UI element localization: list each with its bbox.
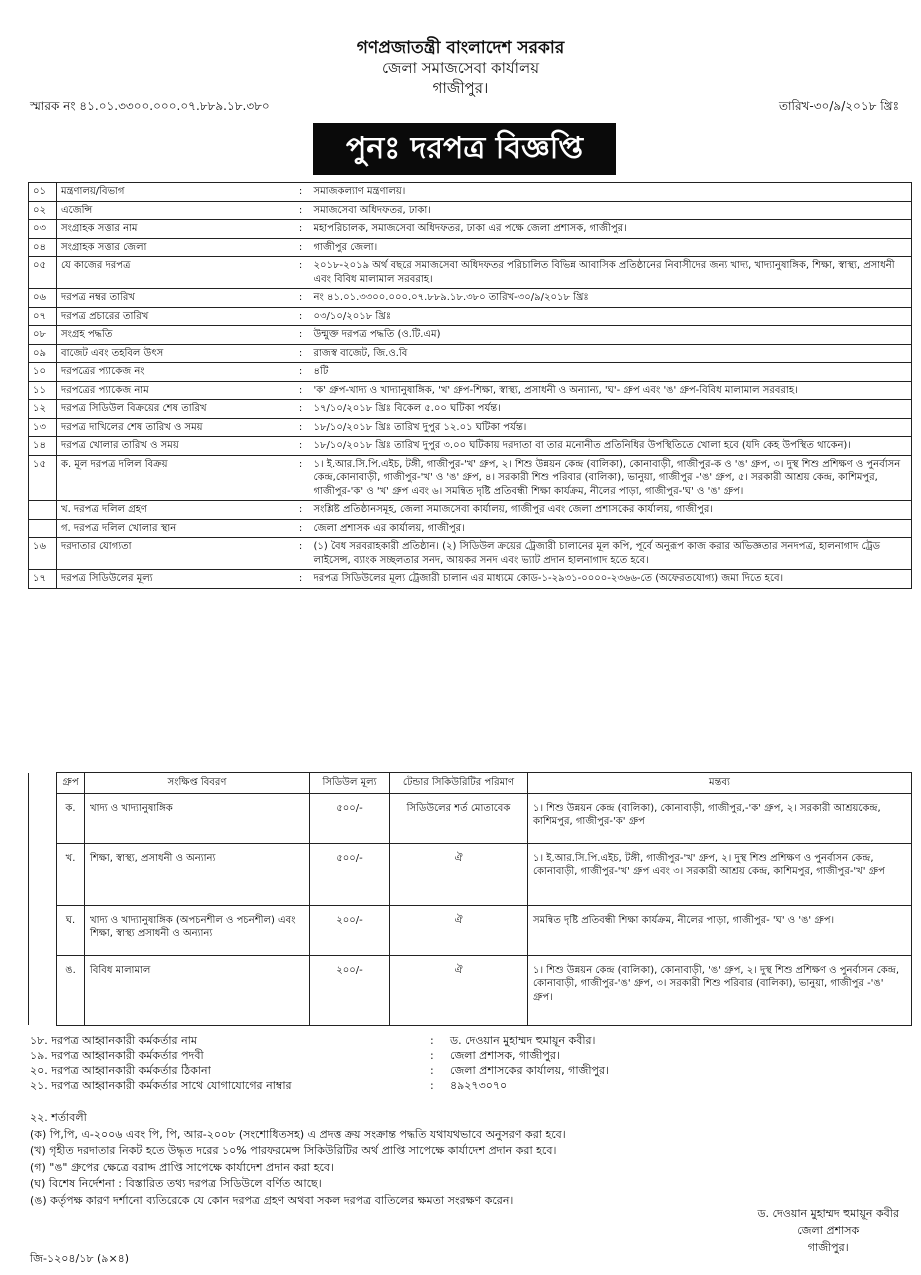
officer-info-label: ২১. দরপত্র আহ্বানকারী কর্মকর্তার সাথে যোগাযোগের নাম্বার [30, 1079, 292, 1092]
row-value: সমাজসেবা অধিদফতর, ঢাকা। [310, 201, 912, 220]
group-security: ঐ [390, 955, 528, 1025]
ad-code: জি-১২০৪/১৮ (৯×৪) [30, 1252, 130, 1265]
detail-row [29, 201, 912, 220]
detail-row [29, 418, 912, 437]
detail-row [29, 257, 912, 289]
group-row [29, 955, 912, 1025]
detail-row [29, 455, 912, 501]
row-label: সংগ্রহ পদ্ধতি [57, 326, 292, 345]
group-group: ঙ. [57, 955, 85, 1025]
row-number: ১১ [29, 381, 57, 400]
row-label: বাজেট এবং তহবিল উৎস [57, 344, 292, 363]
detail-row [29, 501, 912, 520]
officer-info-row [30, 1048, 609, 1063]
officer-info-row [30, 1063, 609, 1078]
row-separator: : [292, 183, 310, 202]
group-spacer [29, 843, 57, 905]
row-separator: : [292, 381, 310, 400]
group-spacer [29, 905, 57, 955]
row-separator: : [292, 344, 310, 363]
row-value: ১৭/১০/২০১৮ খ্রিঃ বিকেল ৫.০০ ঘটিকা পর্যন্ত। [310, 400, 912, 419]
row-label: দরপত্র দাখিলের শেষ তারিখ ও সময় [57, 418, 292, 437]
header-office: জেলা সমাজসেবা কার্যালয় [381, 59, 540, 77]
officer-info-label: ২০. দরপত্র আহ্বানকারী কর্মকর্তার ঠিকানা [30, 1064, 211, 1077]
group-group: ঘ. [57, 905, 85, 955]
row-value: ১। ই.আর.সি.পি.এইচ, টঙ্গী, গাজীপুর-'খ' গ্রুপ, ২। শিশু উন্নয়ন কেন্দ্র (বালিকা), কোনাবাড়ী, গাজীপুর-ক ও 'ঙ' গ্রুপ, ৩। দুস্থ শিশু প্রশিক্ষণ ও পুনর্বাসন কেন্দ্র,কোনাবাড়ী, গাজীপুর-'খ' ও 'ঙ' গ্রুপ, ৪। সরকারী শিশু পরিবার (বালিকা), ভানুয়া, গাজীপুর -'ঙ' গ্রুপ, ৫। সরকারী আশ্রয় কেন্দ্র, কাশিমপুর, গাজীপুর-'ক' ও 'খ' গ্রুপ এবং ৬। সমন্বিত দৃষ্টি প্রতিবন্ধী শিক্ষা কার্যক্রম, নীলের পাড়া, গাজীপুর-'ঘ' ও 'ঙ' গ্রুপ। [310, 455, 912, 501]
row-label: যে কাজের দরপত্র [57, 257, 292, 289]
row-number: ১২ [29, 400, 57, 419]
row-number [29, 501, 57, 520]
group-row [29, 843, 912, 905]
row-value: ৪টি [310, 363, 912, 382]
row-value: সংশ্লিষ্ট প্রতিষ্ঠানসমূহ, জেলা সমাজসেবা কার্যালয়, গাজীপুর এবং জেলা প্রশাসকের কার্যালয়, গাজীপুর। [310, 501, 912, 520]
group-remark: ১। শিশু উন্নয়ন কেন্দ্র (বালিকা), কোনাবাড়ী, 'ঙ' গ্রুপ, ২। দুস্থ শিশু প্রশিক্ষণ ও পুনর্বাসন কেন্দ্র, কোনাবাড়ী, গাজীপুর-'ঙ' গ্রুপ, ৩। সরকারী শিশু পরিবার (বালিকা), ভানুয়া, গাজীপুর -'ঙ' গ্রুপ। [528, 955, 912, 1025]
officer-info-value: জেলা প্রশাসকের কার্যালয়, গাজীপুর। [450, 1064, 609, 1077]
group-desc: খাদ্য ও খাদ্যানুষাঙ্গিক [85, 793, 310, 843]
row-number: ১০ [29, 363, 57, 382]
memo-number: স্মারক নং ৪১.০১.৩৩০০.০০০.০৭.৮৮৯.১৮.৩৮০ [30, 99, 270, 113]
col-schedule-price: সিডিউল মূল্য [310, 773, 390, 794]
row-number: ১৫ [29, 455, 57, 501]
row-separator: : [292, 326, 310, 345]
signature-title: জেলা প্রশাসক [797, 1224, 860, 1237]
detail-row [29, 437, 912, 456]
row-label: দরপত্র নম্বর তারিখ [57, 289, 292, 308]
row-separator: : [292, 437, 310, 456]
row-number: ০৭ [29, 307, 57, 326]
condition-item: (খ) গৃহীত দরদাতার নিকট হতে উদ্ধৃত দরের ১০% পারফরমেন্স সিকিউরিটির অর্থ প্রাপ্তি সাপেক্ষে কার্যাদেশ প্রদান করা হবে। [30, 1144, 557, 1157]
condition-item: (গ) "ঙ" গ্রুপের ক্ষেত্রে বরাদ্দ প্রাপ্তি সাপেক্ষে কার্যাদেশ প্রদান করা হবে। [30, 1160, 334, 1174]
officer-info-row [30, 1078, 609, 1093]
row-number: ০৯ [29, 344, 57, 363]
signature-place: গাজীপুর। [807, 1241, 849, 1254]
signature-name: ড. দেওয়ান মুহাম্মদ হুমায়ূন কবীর [757, 1207, 899, 1220]
row-separator: : [292, 307, 310, 326]
group-schedule-table [28, 772, 912, 1026]
tender-details-table [28, 182, 912, 589]
group-group: খ. [57, 843, 85, 905]
row-label: দরপত্রের প্যাকেজ নং [57, 363, 292, 382]
officer-info-value: ৪৯২৭৩০৭০ [450, 1079, 508, 1092]
detail-row [29, 220, 912, 239]
group-spacer [29, 955, 57, 1025]
row-label: সংগ্রাহক সত্তার জেলা [57, 238, 292, 257]
row-number: ০৫ [29, 257, 57, 289]
group-row [29, 905, 912, 955]
row-separator: : [292, 238, 310, 257]
row-value: (১) বৈধ সরবরাহকারী প্রতিষ্ঠান। (২) সিডিউল ক্রয়ের ট্রেজারী চালানের মূল কপি, পূর্বে অনুরূপ কাজ করার অভিজ্ঞতার সনদপত্র, হালনাগাদ ট্রেড লাইসেন্স, ব্যাংক সচ্ছলতার সনদ, আয়কর সনদ এবং ভ্যাট প্রদান হালনাগাদ হতে হবে। [310, 538, 912, 570]
group-security: সিডিউলের শর্ত মোতাবেক [390, 793, 528, 843]
group-security: ঐ [390, 843, 528, 905]
row-value: 'ক' গ্রুপ-খাদ্য ও খাদ্যানুষাঙ্গিক, 'খ' গ্রুপ-শিক্ষা, স্বাস্থ্য, প্রসাধনী ও অন্যান্য, 'ঘ'- গ্রুপ এবং 'ঙ' গ্রুপ-বিবিধ মালামাল সরবরাহ। [310, 381, 912, 400]
row-separator: : [292, 570, 310, 589]
group-security: ঐ [390, 905, 528, 955]
officer-info-separator: : [430, 1034, 434, 1047]
row-label: খ. দরপত্র দলিল গ্রহণ [57, 501, 292, 520]
row-number: ১৪ [29, 437, 57, 456]
detail-row [29, 381, 912, 400]
row-value: উন্মুক্ত দরপত্র পদ্ধতি (ও.টি.এম) [310, 326, 912, 345]
row-separator: : [292, 257, 310, 289]
row-value: গাজীপুর জেলা। [310, 238, 912, 257]
row-value: জেলা প্রশাসক এর কার্যালয়, গাজীপুর। [310, 519, 912, 538]
row-label: গ. দরপত্র দলিল খোলার স্থান [57, 519, 292, 538]
col-tender-security: টেন্ডার সিকিউরিটির পরিমাণ [390, 773, 528, 794]
header-govt: গণপ্রজাতন্ত্রী বাংলাদেশ সরকার [356, 38, 565, 58]
detail-row [29, 183, 912, 202]
row-value: ১৮/১০/২০১৮ খ্রিঃ তারিখ দুপুর ১২.০১ ঘটিকা পর্যন্ত। [310, 418, 912, 437]
conditions [30, 1110, 566, 1209]
row-label: এজেন্সি [57, 201, 292, 220]
row-label: দরপত্র খোলার তারিখ ও সময় [57, 437, 292, 456]
row-label: ক. মূল দরপত্র দলিল বিক্রয় [57, 455, 292, 501]
row-value: সমাজকল্যাণ মন্ত্রণালয়। [310, 183, 912, 202]
conditions-title: ২২. শর্তাবলী [30, 1111, 87, 1124]
row-separator: : [292, 289, 310, 308]
condition-item: (ঘ) বিশেষ নির্দেশনা : বিস্তারিত তথ্য দরপত্র সিডিউলে বর্ণিত আছে। [30, 1177, 322, 1190]
group-desc: শিক্ষা, স্বাস্থ্য, প্রসাধনী ও অন্যান্য [85, 843, 310, 905]
detail-row [29, 307, 912, 326]
detail-row [29, 570, 912, 589]
row-separator: : [292, 455, 310, 501]
row-label: সংগ্রাহক সত্তার নাম [57, 220, 292, 239]
row-value: ১৮/১০/২০১৮ খ্রিঃ তারিখ দুপুর ৩.০০ ঘটিকায় দরদাতা বা তার মনোনীত প্রতিনিধির উপস্থিতিতে খোলা হবে (যদি কেহ উপস্থিত থাকেন)। [310, 437, 912, 456]
row-separator: : [292, 538, 310, 570]
row-separator: : [292, 519, 310, 538]
condition-item: (ক) পি,পি, এ-২০০৬ এবং পি, পি, আর-২০০৮ (সংশোধিতসহ) এ প্রদত্ত ক্রয় সংক্রান্ত পদ্ধতি যথাযথভাবে অনুসরণ করা হবে। [30, 1127, 566, 1141]
group-spacer [29, 793, 57, 843]
col-remarks: মন্তব্য [528, 773, 912, 794]
row-label: মন্ত্রণালয়/বিভাগ [57, 183, 292, 202]
row-number: ১৬ [29, 538, 57, 570]
col-description: সংক্ষিপ্ত বিবরণ [85, 773, 310, 794]
row-label: দরপত্র সিডিউল বিক্রয়ের শেষ তারিখ [57, 400, 292, 419]
row-value: নং ৪১.০১.৩৩০০.০০০.০৭.৮৮৯.১৮.৩৮০ তারিখ-৩০/৯/২০১৮ খ্রিঃ [310, 289, 912, 308]
officer-info-label: ১৮. দরপত্র আহ্বানকারী কর্মকর্তার নাম [30, 1034, 197, 1047]
row-value: রাজস্ব বাজেট, জি.ও.বি [310, 344, 912, 363]
officer-info [30, 1033, 609, 1093]
group-remark: ১। শিশু উন্নয়ন কেন্দ্র (বালিকা), কোনাবাড়ী, গাজীপুর,-'ক' গ্রুপ, ২। সরকারী আশ্রয়কেন্দ্র, কাশিমপুর, গাজীপুর-'ক' গ্রুপ [528, 793, 912, 843]
officer-info-separator: : [430, 1064, 434, 1077]
row-separator: : [292, 501, 310, 520]
notice-date: তারিখ-৩০/৯/২০১৮ খ্রিঃ [779, 99, 899, 113]
group-remark: সমন্বিত দৃষ্টি প্রতিবন্ধী শিক্ষা কার্যক্রম, নীলের পাড়া, গাজীপুর- 'ঘ' ও 'ঙ' গ্রুপ। [528, 905, 912, 955]
group-row [29, 793, 912, 843]
row-label: দরপত্র সিডিউলের মূল্য [57, 570, 292, 589]
header-district: গাজীপুর। [432, 79, 489, 97]
officer-info-separator: : [430, 1079, 434, 1092]
row-number: ১৭ [29, 570, 57, 589]
officer-info-value: ড. দেওয়ান মুহাম্মদ হুমায়ূন কবীর। [450, 1034, 596, 1047]
signature-block [757, 1205, 899, 1256]
detail-row [29, 363, 912, 382]
group-remark: ১। ই.আর.সি.পি.এইচ, টঙ্গী, গাজীপুর-'খ' গ্রুপ, ২। দুস্থ শিশু প্রশিক্ষণ ও পুনর্বাসন কেন্দ্র, কোনাবাড়ী, গাজীপুর-'খ' গ্রুপ এবং ৩। সরকারী আশ্রয় কেন্দ্র, কাশিমপুর, গাজীপুর-'খ' গ্রুপ [528, 843, 912, 905]
detail-row [29, 344, 912, 363]
row-number: ০২ [29, 201, 57, 220]
row-label: দরপত্রের প্যাকেজ নাম [57, 381, 292, 400]
condition-item: (ঙ) কর্তৃপক্ষ কারণ দর্শানো ব্যতিরেকে যে কোন দরপত্র গ্রহণ অথবা সকল দরপত্র বাতিলের ক্ষমতা সংরক্ষণ করেন। [30, 1193, 514, 1207]
group-price: ৫০০/- [310, 793, 390, 843]
detail-row [29, 326, 912, 345]
row-number: ১৩ [29, 418, 57, 437]
detail-row [29, 238, 912, 257]
row-value: ০৩/১০/২০১৮ খ্রিঃ [310, 307, 912, 326]
row-label: দরপত্র প্রচারের তারিখ [57, 307, 292, 326]
row-number [29, 519, 57, 538]
row-value: দরপত্র সিডিউলের মূল্য ট্রেজারী চালান এর মাধ্যমে কোড-১-২৯৩১-০০০০-২৩৬৬-তে (অফেরতযোগ্য) জমা দিতে হবে। [310, 570, 912, 589]
row-value: ২০১৮-২০১৯ অর্থ বছরে সমাজসেবা অধিদফতর পরিচালিত বিভিন্ন আবাসিক প্রতিষ্ঠানের নিবাসীদের জন্য খাদ্য, খাদ্যানুষাঙ্গিক, শিক্ষা, স্বাস্থ্য, প্রসাধনী এবং বিবিধ মালামাল সরবরাহ। [310, 257, 912, 289]
col-group: গ্রুপ [57, 773, 85, 794]
group-price: ২০০/- [310, 905, 390, 955]
row-number: ০৮ [29, 326, 57, 345]
group-desc: বিবিধ মালামাল [85, 955, 310, 1025]
officer-info-value: জেলা প্রশাসক, গাজীপুর। [450, 1049, 560, 1062]
row-label: দরদাতার যোগ্যতা [57, 538, 292, 570]
row-separator: : [292, 418, 310, 437]
detail-row [29, 519, 912, 538]
group-desc: খাদ্য ও খাদ্যানুষাঙ্গিক (অপচনশীল ও পচনশীল) এবং শিক্ষা, স্বাস্থ্য প্রসাধনী ও অন্যান্য [85, 905, 310, 955]
row-separator: : [292, 220, 310, 239]
group-price: ২০০/- [310, 955, 390, 1025]
row-value: মহাপরিচালক, সমাজসেবা অধিদফতর, ঢাকা এর পক্ষে জেলা প্রশাসক, গাজীপুর। [310, 220, 912, 239]
row-number: ০৩ [29, 220, 57, 239]
row-separator: : [292, 363, 310, 382]
officer-info-separator: : [430, 1049, 434, 1062]
detail-row [29, 400, 912, 419]
detail-row [29, 538, 912, 570]
row-separator: : [292, 201, 310, 220]
notice-banner: পুনঃ দরপত্র বিজ্ঞপ্তি [313, 123, 616, 175]
row-number: ০৬ [29, 289, 57, 308]
row-number: ০১ [29, 183, 57, 202]
detail-row [29, 289, 912, 308]
row-separator: : [292, 400, 310, 419]
group-price: ৫০০/- [310, 843, 390, 905]
group-group: ক. [57, 793, 85, 843]
officer-info-row [30, 1033, 609, 1048]
row-number: ০৪ [29, 238, 57, 257]
officer-info-label: ১৯. দরপত্র আহ্বানকারী কর্মকর্তার পদবী [30, 1049, 204, 1062]
group-table-header [29, 773, 912, 794]
